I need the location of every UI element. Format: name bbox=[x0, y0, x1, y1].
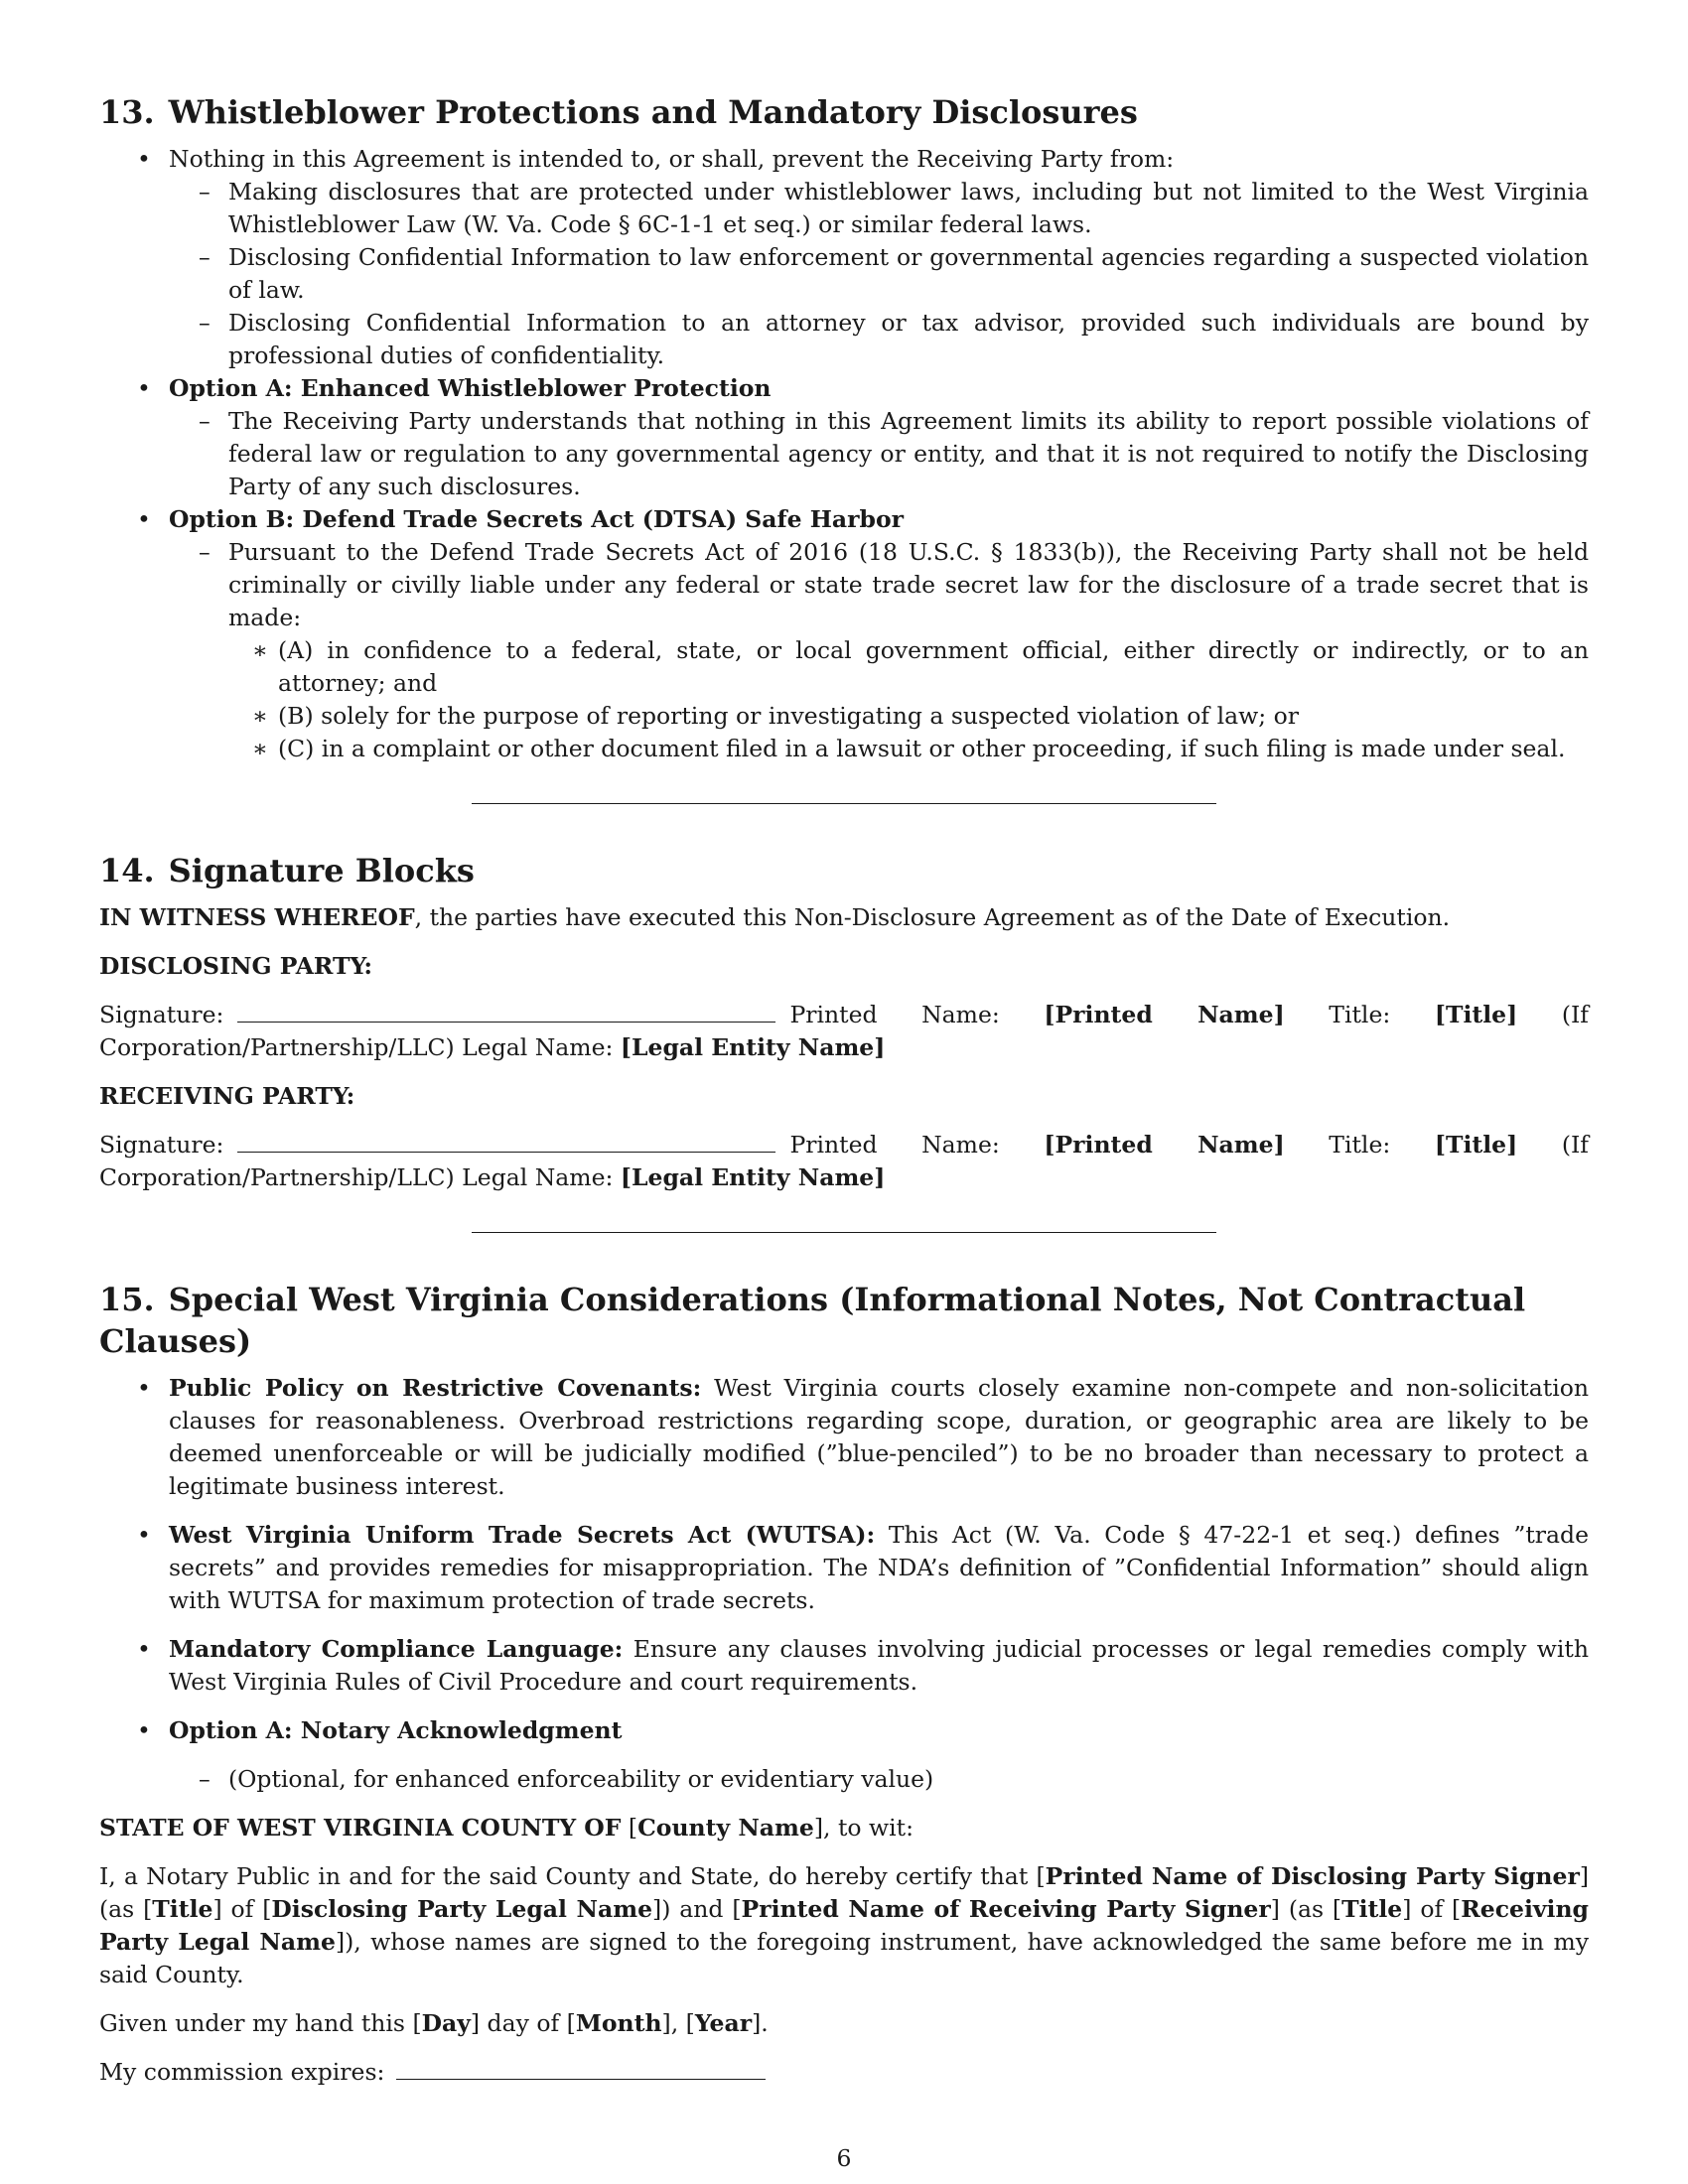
given-under-hand-line: Given under my hand this [Day] day of [Month], [Year]. bbox=[99, 2009, 769, 2037]
receiving-signature-block: Signature: Printed Name: [Printed Name] Title: [Title] (If Corporation/Partnership/LLC) Legal Name: [Legal Entity Name] bbox=[99, 1131, 1589, 1191]
sublist bbox=[169, 176, 1589, 372]
list-item: • Nothing in this Agreement is intended to, or shall, prevent the Receiving Party from: – Making disclosures that are protected under whistleblower laws, including but not limited to the West Virginia Whistleblower Law (W. Va. Code § 6C-1-1 et seq.) or similar federal laws. – Disclosing Confidential Information to law enforcement or governmental agencies regarding a suspected violation of law. – Disclosing Confidential Information to an attorney or tax advisor, provided such individuals are bound by professional duties of confidentiality. bbox=[99, 143, 1589, 372]
section-14-heading: 14. Signature Blocks bbox=[99, 852, 475, 889]
list-item: ∗ (C) in a complaint or other document filed in a lawsuit or other proceeding, if such filing is made under seal. bbox=[252, 733, 1589, 765]
section-15-heading: 15. Special West Virginia Considerations (Informational Notes, Not Contractual Clauses) bbox=[99, 1281, 1526, 1360]
list-item: • Mandatory Compliance Language: Ensure any clauses involving judicial processes or legal remedies comply with West Virginia Rules of Civil Procedure and court requirements. bbox=[99, 1633, 1589, 1699]
list-item: • Public Policy on Restrictive Covenants: West Virginia courts closely examine non-compete and non-solicitation clauses for reasonableness. Overbroad restrictions regarding scope, duration, or geographic area are likely to be deemed unenforceable or will be judicially modified (”blue-penciled”) to be no broader than necessary to protect a legitimate business interest. bbox=[99, 1372, 1589, 1503]
section-15-list bbox=[99, 1372, 1589, 1796]
printed-name-placeholder: [Printed Name] bbox=[1044, 1131, 1285, 1159]
list-item: – Making disclosures that are protected under whistleblower laws, including but not limited to the West Virginia Whistleblower Law (W. Va. Code § 6C-1-1 et seq.) or similar federal laws. bbox=[169, 176, 1589, 241]
list-item: – Disclosing Confidential Information to law enforcement or governmental agencies regarding a suspected violation of law. bbox=[169, 241, 1589, 307]
notary-paragraph: I, a Notary Public in and for the said County and State, do hereby certify that [Printed Name of Disclosing Party Signer] (as [Title] of [Disclosing Party Legal Name]) and [Printed Name of Receiving Party Signer] (as [Title] of [Receiving Party Legal Name]), whose names are signed to the foregoing instrument, have acknowledged the same before me in my said County. bbox=[99, 1862, 1590, 1988]
list-item: • Option A: Notary Acknowledgment – (Optional, for enhanced enforceability or evidentiary value) bbox=[99, 1714, 1589, 1796]
sublist bbox=[169, 536, 1589, 765]
section-13-list bbox=[99, 143, 1589, 765]
title-placeholder: [Title] bbox=[1434, 1131, 1518, 1159]
document-page bbox=[99, 91, 1589, 2089]
list-item: – (Optional, for enhanced enforceability or evidentiary value) bbox=[169, 1763, 1589, 1796]
option-a-title: Option A: Enhanced Whistleblower Protection bbox=[169, 374, 772, 402]
printed-name-placeholder: [Printed Name] bbox=[1044, 1001, 1285, 1028]
sub-sublist bbox=[252, 634, 1589, 765]
commission-line bbox=[396, 2057, 766, 2080]
title-placeholder: [Title] bbox=[1434, 1001, 1518, 1028]
list-item: ∗ (B) solely for the purpose of reporting or investigating a suspected violation of law; or bbox=[252, 700, 1589, 733]
state-county-line: STATE OF WEST VIRGINIA COUNTY OF [County Name], to wit: bbox=[99, 1814, 914, 1842]
receiving-party-label: RECEIVING PARTY: bbox=[99, 1082, 355, 1110]
legal-name-placeholder: [Legal Entity Name] bbox=[620, 1033, 886, 1061]
section-divider bbox=[472, 1232, 1216, 1233]
section-13-heading: 13. Whistleblower Protections and Mandatory Disclosures bbox=[99, 93, 1138, 131]
county-placeholder: County Name bbox=[637, 1814, 814, 1842]
disclosing-signature-block: Signature: Printed Name: [Printed Name] Title: [Title] (If Corporation/Partnership/LLC) Legal Name: [Legal Entity Name] bbox=[99, 1001, 1589, 1061]
signature-line bbox=[237, 1000, 775, 1023]
commission-expires-line: My commission expires: bbox=[99, 2056, 1589, 2089]
list-item: – The Receiving Party understands that nothing in this Agreement limits its ability to report possible violations of federal law or regulation to any governmental agency or entity, and that it is not required to notify the Disclosing Party of any such disclosures. bbox=[169, 405, 1589, 503]
legal-name-placeholder: [Legal Entity Name] bbox=[620, 1163, 886, 1191]
witness-paragraph: IN WITNESS WHEREOF, the parties have executed this Non-Disclosure Agreement as of the Date of Execution. bbox=[99, 903, 1451, 931]
list-item: – Pursuant to the Defend Trade Secrets Act of 2016 (18 U.S.C. § 1833(b)), the Receiving Party shall not be held criminally or civilly liable under any federal or state trade secret law for the disclosure of a trade secret that is made: ∗ (A) in confidence to a federal, state, or local government official, either directly or indirectly, or to an attorney; and ∗ (B) solely for the purpose of reporting or investigating a suspected violation of law; or ∗ (C) in a complaint or other document filed in a lawsuit or other proceeding, if such filing is made under seal. bbox=[169, 536, 1589, 765]
signature-line bbox=[237, 1130, 775, 1153]
list-item: • West Virginia Uniform Trade Secrets Act (WUTSA): This Act (W. Va. Code § 47-22-1 et seq.) defines ”trade secrets” and provides remedies for misappropriation. The NDA’s definition of ”Confidential Information” should align with WUTSA for maximum protection of trade secrets. bbox=[99, 1519, 1589, 1617]
sublist bbox=[169, 405, 1589, 503]
list-item bbox=[99, 503, 1589, 765]
list-item bbox=[99, 372, 1589, 503]
list-item: ∗ (A) in confidence to a federal, state, or local government official, either directly or indirectly, or to an attorney; and bbox=[252, 634, 1589, 700]
list-item: – Disclosing Confidential Information to an attorney or tax advisor, provided such individuals are bound by professional duties of confidentiality. bbox=[169, 307, 1589, 372]
section-divider bbox=[472, 803, 1216, 804]
sublist bbox=[169, 1763, 1589, 1796]
page-number: 6 bbox=[836, 2144, 852, 2172]
disclosing-party-label: DISCLOSING PARTY: bbox=[99, 952, 373, 980]
option-b-title: Option B: Defend Trade Secrets Act (DTSA) Safe Harbor bbox=[169, 505, 905, 533]
